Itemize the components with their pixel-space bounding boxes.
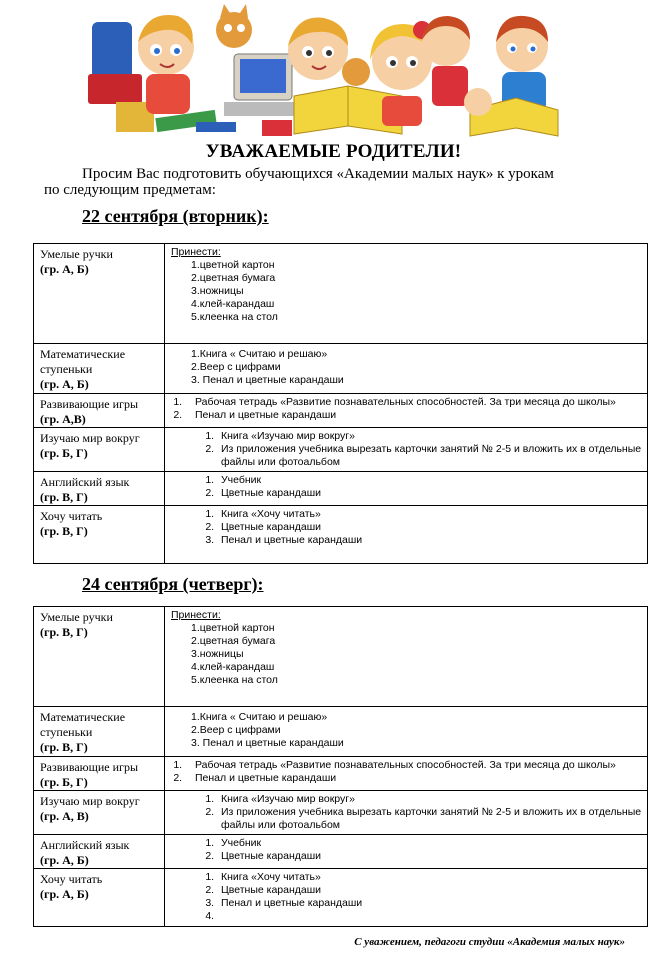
list-item: 4.клей-карандаш: [191, 298, 275, 310]
subject-name: Английский язык: [40, 838, 130, 852]
table-row: [34, 428, 648, 472]
subject-name: Изучаю мир вокруг: [40, 794, 140, 808]
children-illustration: [86, 2, 564, 140]
bring-label: Принести:: [171, 246, 221, 258]
subject-name: Математические ступеньки: [40, 347, 126, 376]
subject-group: (гр. А, Б): [40, 853, 89, 867]
list-item: 1. Книга «Изучаю мир вокруг»: [217, 430, 643, 443]
list-item: 1.Книга « Считаю и решаю»: [191, 348, 328, 360]
list-item: 5.клеенка на стол: [191, 311, 278, 323]
list-item: 3. Пенал и цветные карандаши: [191, 374, 344, 386]
table-row: [34, 607, 648, 707]
intro-text-line2: по следующим предметам:: [44, 182, 216, 198]
list-item: 5.клеенка на стол: [191, 674, 278, 686]
table-row: [34, 344, 648, 394]
table-row: [34, 835, 648, 869]
table-row: [34, 472, 648, 506]
list-item: 1. Учебник: [217, 837, 643, 850]
list-item: 1. Книга «Хочу читать»: [217, 871, 643, 884]
list-item: 1.цветной картон: [191, 259, 275, 271]
schedule-table-day2: [33, 606, 648, 927]
subject-group: (гр. А, Б): [40, 262, 89, 276]
subject-name: Умелые ручки: [40, 610, 113, 624]
day2-heading: 24 сентября (четверг):: [82, 574, 264, 594]
list-item: 2. Пенал и цветные карандаши: [185, 772, 643, 785]
list-item: [217, 910, 643, 923]
list-item: 3. Пенал и цветные карандаши: [217, 897, 643, 910]
table-row: [34, 506, 648, 564]
subject-name: Английский язык: [40, 475, 130, 489]
schedule-table-day1: [33, 243, 648, 564]
list-item: 2.Веер с цифрами: [191, 724, 281, 736]
list-item: 1.Книга « Считаю и решаю»: [191, 711, 328, 723]
table-row: [34, 869, 648, 927]
list-item: 2. Цветные карандаши: [217, 850, 643, 863]
list-item: 1. Книга «Хочу читать»: [217, 508, 643, 521]
table-row: [34, 791, 648, 835]
list-item: 2.цветная бумага: [191, 272, 276, 284]
table-row: [34, 244, 648, 344]
table-row: [34, 394, 648, 428]
list-item: 3.ножницы: [191, 285, 244, 297]
subject-name: Развивающие игры: [40, 397, 139, 411]
subject-name: Хочу читать: [40, 509, 103, 523]
page-title: УВАЖАЕМЫЕ РОДИТЕЛИ!: [205, 141, 462, 162]
subject-name: Умелые ручки: [40, 247, 113, 261]
list-item: 1. Рабочая тетрадь «Развитие познавательных способностей. За три месяца до школы»: [185, 396, 643, 409]
list-item: 2. Из приложения учебника вырезать карточки занятий № 2-5 и вложить их в отдельные файлы или фотоальбом: [217, 443, 643, 469]
subject-name: Хочу читать: [40, 872, 103, 886]
subject-group: (гр. А,В): [40, 412, 86, 426]
day1-heading: 22 сентября (вторник):: [82, 206, 269, 226]
list-item: 3.ножницы: [191, 648, 244, 660]
list-item: 2. Цветные карандаши: [217, 521, 643, 534]
subject-name: Изучаю мир вокруг: [40, 431, 140, 445]
list-item: 2. Пенал и цветные карандаши: [185, 409, 643, 422]
table-row: [34, 707, 648, 757]
list-item: 2.цветная бумага: [191, 635, 276, 647]
subject-name: Развивающие игры: [40, 760, 139, 774]
subject-group: (гр. В, Г): [40, 740, 88, 754]
subject-group: (гр. А, Б): [40, 887, 89, 901]
bring-label: Принести:: [171, 609, 221, 621]
list-item: 1.цветной картон: [191, 622, 275, 634]
list-item: 4.клей-карандаш: [191, 661, 275, 673]
subject-group: (гр. Б, Г): [40, 446, 88, 460]
list-item: 2. Из приложения учебника вырезать карточки занятий № 2-5 и вложить их в отдельные файлы или фотоальбом: [217, 806, 643, 832]
list-item: 1. Учебник: [217, 474, 643, 487]
subject-group: (гр. А, Б): [40, 377, 89, 391]
list-item: 3. Пенал и цветные карандаши: [217, 534, 643, 547]
intro-text-line1: Просим Вас подготовить обучающихся «Академии малых наук» к урокам: [82, 166, 554, 182]
list-item: 3. Пенал и цветные карандаши: [191, 737, 344, 749]
list-item: 1. Книга «Изучаю мир вокруг»: [217, 793, 643, 806]
list-item: 2.Веер с цифрами: [191, 361, 281, 373]
list-item: 1. Рабочая тетрадь «Развитие познавательных способностей. За три месяца до школы»: [185, 759, 643, 772]
signature: С уважением, педагоги студии «Академия малых наук»: [354, 936, 625, 948]
table-row: [34, 757, 648, 791]
subject-group: (гр. В, Г): [40, 524, 88, 538]
subject-group: (гр. А, В): [40, 809, 89, 823]
list-item: 2. Цветные карандаши: [217, 884, 643, 897]
subject-group: (гр. В, Г): [40, 625, 88, 639]
subject-group: (гр. В, Г): [40, 490, 88, 504]
subject-name: Математические ступеньки: [40, 710, 126, 739]
subject-group: (гр. Б, Г): [40, 775, 88, 789]
list-item: 2. Цветные карандаши: [217, 487, 643, 500]
